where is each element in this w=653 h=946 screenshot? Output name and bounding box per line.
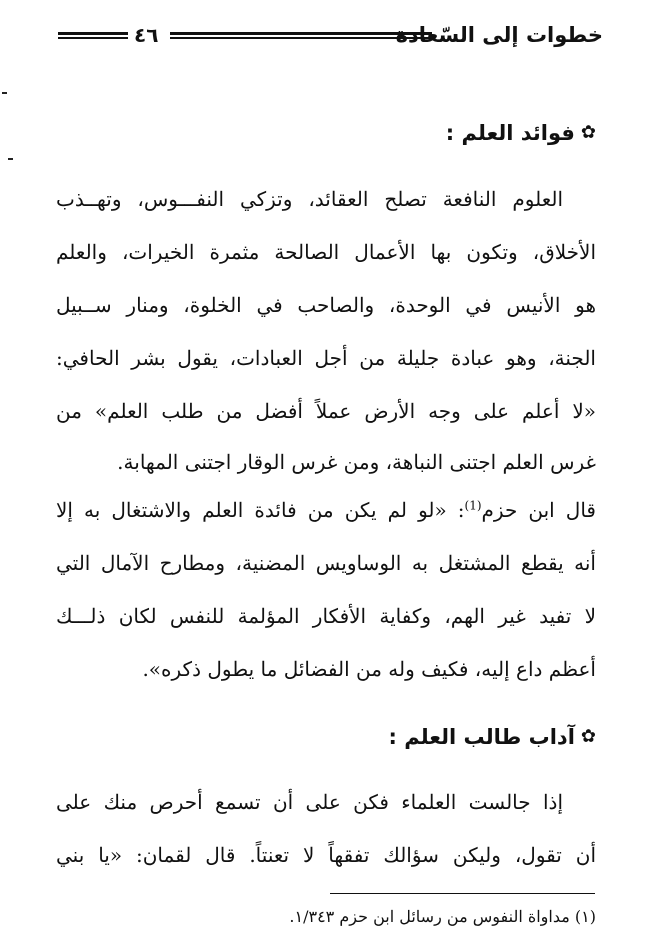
footnote-marker[interactable]: (1) [464, 498, 482, 513]
paragraph-line: إذا جالست العلماء فكن على أن تسمع أحرص منك على [56, 790, 563, 814]
section-heading-etiquette [389, 721, 596, 753]
flower-bullet-icon: ✿ [580, 726, 596, 747]
paragraph-line: الجنة، وهو عبادة جليلة من أجل العبادات، يقول بشر الحافي: [56, 346, 596, 370]
footnote-divider [330, 893, 595, 894]
quote-intro: قال ابن حزم [481, 498, 596, 522]
margin-speck [2, 92, 7, 94]
quote-line: أعظم داع إليه، فكيف وله من الفضائل ما يطول ذكره». [142, 657, 596, 681]
quote-line: أنه يقطع المشتغل به الوساويس المضنية، ومطارح الآمال التي [56, 551, 596, 575]
quote-start: : «لو لم يكن من فائدة العلم والاشتغال به إلا [56, 498, 465, 522]
footnote: (١) مداواة النفوس من رسائل ابن حزم ١/٣٤٣. [289, 907, 596, 926]
quote-first-line [56, 495, 596, 525]
heading-text: آداب طالب العلم : [388, 725, 575, 749]
quote-line: لا تفيد غير الهم، وكفاية الأفكار المؤلمة للنفس لكان ذلـــك [56, 604, 596, 628]
paragraph-line: هو الأنيس في الوحدة، والصاحب في الخلوة، ومنار ســبيل [56, 293, 596, 317]
margin-speck [8, 158, 13, 160]
section-heading-benefits [446, 117, 596, 149]
paragraph-line: غرس العلم اجتنى النباهة، ومن غرس الوقار اجتنى المهابة. [117, 450, 596, 474]
header-rule-middle [170, 32, 432, 39]
page-header [58, 18, 603, 52]
paragraph-line: الأخلاق، وتكون بها الأعمال الصالحة مثمرة الخيرات، والعلم [56, 240, 596, 264]
paragraph-line: العلوم النافعة تصلح العقائد، وتزكي النفـــوس، وتهــذب [56, 187, 563, 211]
page-number: ٤٦ [134, 23, 159, 47]
paragraph-line: أن تقول، وليكن سؤالك تفقهاً لا تعنتاً. قال لقمان: «يا بني [56, 843, 596, 867]
book-title: خطوات إلى السّعادة [395, 23, 603, 47]
header-rule-left [58, 32, 128, 39]
flower-bullet-icon: ✿ [580, 122, 596, 143]
paragraph-line: «لا أعلم على وجه الأرض عملاً أفضل من طلب العلم» من [56, 399, 596, 423]
heading-text: فوائد العلم : [445, 121, 575, 145]
